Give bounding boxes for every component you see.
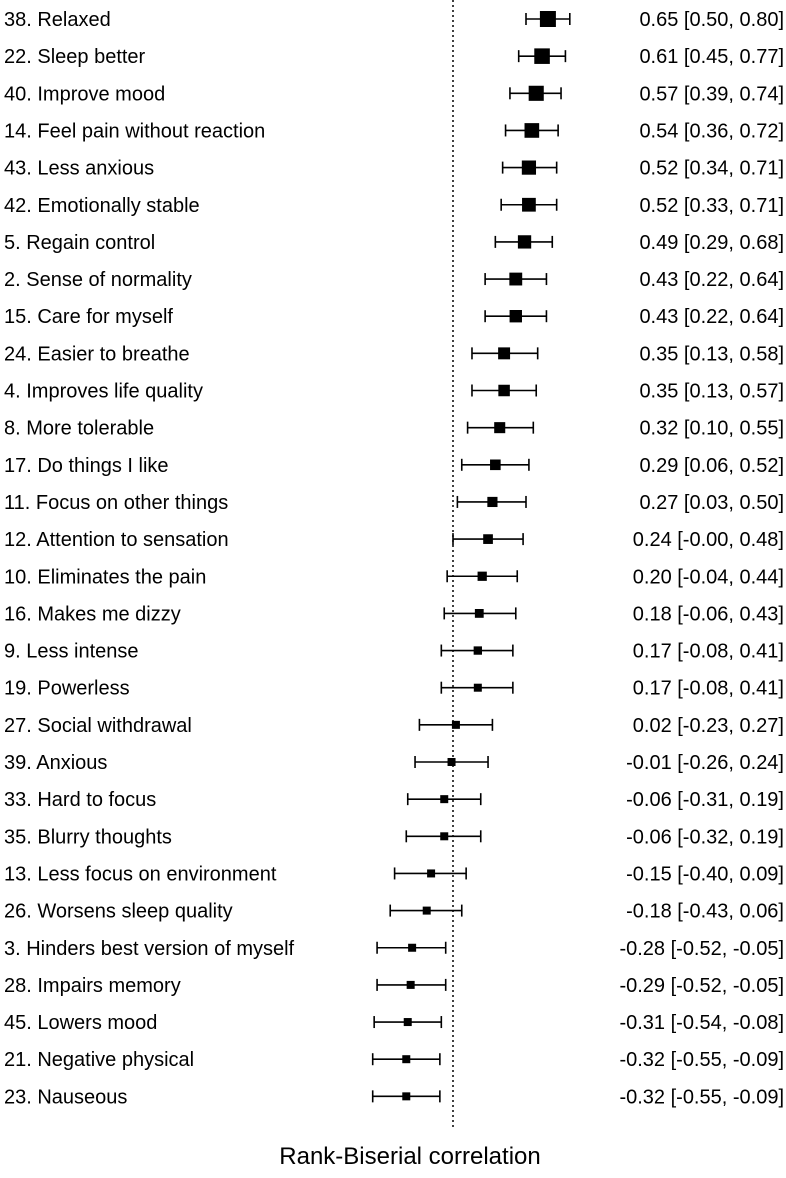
- forest-row: [4, 46, 784, 68]
- forest-row: [4, 120, 784, 142]
- point-estimate: [474, 684, 482, 692]
- point-estimate: [402, 1055, 410, 1063]
- ci-value-text: 0.18 [-0.06, 0.43]: [632, 603, 784, 626]
- row-label: 3. Hinders best version of myself: [4, 937, 295, 960]
- row-label: 22. Sleep better: [4, 46, 146, 69]
- row-label: 33. Hard to focus: [4, 789, 157, 812]
- point-estimate: [487, 497, 497, 507]
- ci-value-text: 0.49 [0.29, 0.68]: [639, 231, 784, 254]
- row-label: 40. Improve mood: [4, 83, 166, 106]
- point-estimate: [402, 1092, 410, 1100]
- row-label: 28. Impairs memory: [4, 974, 181, 997]
- ci-value-text: 0.24 [-0.00, 0.48]: [632, 529, 784, 552]
- row-label: 42. Emotionally stable: [4, 194, 200, 217]
- point-estimate: [490, 460, 501, 471]
- forest-row: [4, 306, 784, 328]
- forest-row: [4, 9, 784, 31]
- ci-value-text: 0.17 [-0.08, 0.41]: [632, 640, 784, 663]
- point-estimate: [525, 123, 540, 138]
- point-estimate: [498, 347, 510, 359]
- forest-row: [4, 938, 784, 960]
- ci-value-text: 0.52 [0.33, 0.71]: [639, 194, 784, 217]
- point-estimate: [475, 609, 484, 618]
- point-estimate: [540, 11, 556, 27]
- ci-value-text: 0.20 [-0.04, 0.44]: [632, 566, 784, 589]
- ci-value-text: 0.17 [-0.08, 0.41]: [632, 677, 784, 700]
- ci-value-text: -0.18 [-0.43, 0.06]: [626, 900, 784, 923]
- point-estimate: [522, 198, 536, 212]
- ci-value-text: -0.15 [-0.40, 0.09]: [626, 863, 784, 886]
- forest-row: [4, 863, 784, 885]
- forest-row: [4, 269, 784, 291]
- point-estimate: [534, 48, 550, 64]
- row-label: 9. Less intense: [4, 640, 139, 663]
- ci-value-text: 0.35 [0.13, 0.58]: [639, 343, 784, 366]
- row-label: 26. Worsens sleep quality: [4, 900, 233, 923]
- ci-value-text: -0.32 [-0.55, -0.09]: [619, 1086, 784, 1109]
- row-label: 5. Regain control: [4, 231, 156, 254]
- ci-value-text: 0.54 [0.36, 0.72]: [639, 120, 784, 143]
- ci-value-text: 0.32 [0.10, 0.55]: [639, 417, 784, 440]
- row-label: 15. Care for myself: [4, 306, 173, 329]
- row-label: 8. More tolerable: [4, 417, 155, 440]
- row-label: 21. Negative physical: [4, 1049, 195, 1072]
- ci-value-text: 0.27 [0.03, 0.50]: [639, 491, 784, 514]
- row-label: 24. Easier to breathe: [4, 343, 190, 366]
- forest-row: [4, 603, 784, 625]
- point-estimate: [529, 86, 544, 101]
- forest-row: [4, 232, 784, 254]
- forest-row: [4, 1012, 784, 1034]
- forest-row: [4, 752, 784, 774]
- forest-row: [4, 492, 784, 514]
- row-label: 43. Less anxious: [4, 157, 155, 180]
- row-label: 45. Lowers mood: [4, 1012, 158, 1035]
- row-label: 19. Powerless: [4, 677, 130, 700]
- forest-row: [4, 343, 784, 365]
- forest-row: [4, 1049, 784, 1071]
- row-label: 38. Relaxed: [4, 9, 111, 31]
- row-label: 12. Attention to sensation: [4, 529, 229, 552]
- ci-value-text: 0.52 [0.34, 0.71]: [639, 157, 784, 180]
- forest-rows: [4, 9, 784, 1108]
- point-estimate: [452, 721, 460, 729]
- forest-row: [4, 455, 784, 477]
- ci-value-text: -0.06 [-0.31, 0.19]: [626, 789, 784, 812]
- forest-row: [4, 789, 784, 811]
- forest-row: [4, 641, 784, 663]
- ci-value-text: -0.32 [-0.55, -0.09]: [619, 1049, 784, 1072]
- point-estimate: [518, 235, 531, 248]
- ci-value-text: 0.61 [0.45, 0.77]: [639, 46, 784, 69]
- point-estimate: [509, 273, 522, 286]
- row-label: 14. Feel pain without reaction: [4, 120, 266, 143]
- x-axis-label: Rank-Biserial correlation: [279, 1143, 541, 1170]
- row-label: 13. Less focus on environment: [4, 863, 277, 886]
- forest-row: [4, 381, 784, 403]
- ci-value-text: -0.01 [-0.26, 0.24]: [626, 752, 784, 774]
- point-estimate: [427, 869, 435, 877]
- row-label: 39. Anxious: [4, 752, 108, 774]
- forest-row: [4, 195, 784, 217]
- ci-value-text: 0.43 [0.22, 0.64]: [639, 306, 784, 329]
- forest-row: [4, 678, 784, 700]
- ci-value-text: -0.28 [-0.52, -0.05]: [619, 937, 784, 960]
- point-estimate: [440, 795, 448, 803]
- point-estimate: [408, 944, 416, 952]
- point-estimate: [494, 422, 505, 433]
- ci-value-text: -0.06 [-0.32, 0.19]: [626, 826, 784, 849]
- ci-value-text: 0.29 [0.06, 0.52]: [639, 454, 784, 477]
- ci-value-text: 0.57 [0.39, 0.74]: [639, 83, 784, 106]
- point-estimate: [498, 385, 510, 397]
- forest-row: [4, 83, 784, 105]
- ci-value-text: 0.35 [0.13, 0.57]: [639, 380, 784, 403]
- point-estimate: [510, 310, 522, 322]
- row-label: 4. Improves life quality: [4, 380, 203, 403]
- forest-row: [4, 826, 784, 848]
- point-estimate: [407, 981, 415, 989]
- point-estimate: [440, 832, 448, 840]
- point-estimate: [423, 907, 431, 915]
- ci-value-text: -0.31 [-0.54, -0.08]: [619, 1012, 784, 1035]
- row-label: 10. Eliminates the pain: [4, 566, 207, 589]
- point-estimate: [404, 1018, 412, 1026]
- forest-row: [4, 158, 784, 180]
- point-estimate: [483, 534, 493, 544]
- ci-value-text: 0.65 [0.50, 0.80]: [639, 9, 784, 31]
- ci-value-text: -0.29 [-0.52, -0.05]: [619, 974, 784, 997]
- row-label: 23. Nauseous: [4, 1086, 128, 1109]
- point-estimate: [478, 572, 487, 581]
- forest-row: [4, 529, 784, 551]
- ci-value-text: 0.02 [-0.23, 0.27]: [632, 714, 784, 737]
- row-label: 2. Sense of normality: [4, 269, 192, 292]
- forest-row: [4, 566, 784, 588]
- forest-row: [4, 901, 784, 923]
- row-label: 11. Focus on other things: [4, 491, 229, 514]
- point-estimate: [522, 161, 536, 175]
- forest-row: [4, 418, 784, 440]
- row-label: 27. Social withdrawal: [4, 714, 192, 737]
- point-estimate: [448, 758, 456, 766]
- forest-row: [4, 1086, 784, 1108]
- row-label: 17. Do things I like: [4, 454, 169, 477]
- forest-row: [4, 975, 784, 997]
- ci-value-text: 0.43 [0.22, 0.64]: [639, 269, 784, 292]
- row-label: 16. Makes me dizzy: [4, 603, 181, 626]
- row-label: 35. Blurry thoughts: [4, 826, 172, 849]
- forest-row: [4, 715, 784, 737]
- point-estimate: [474, 646, 482, 654]
